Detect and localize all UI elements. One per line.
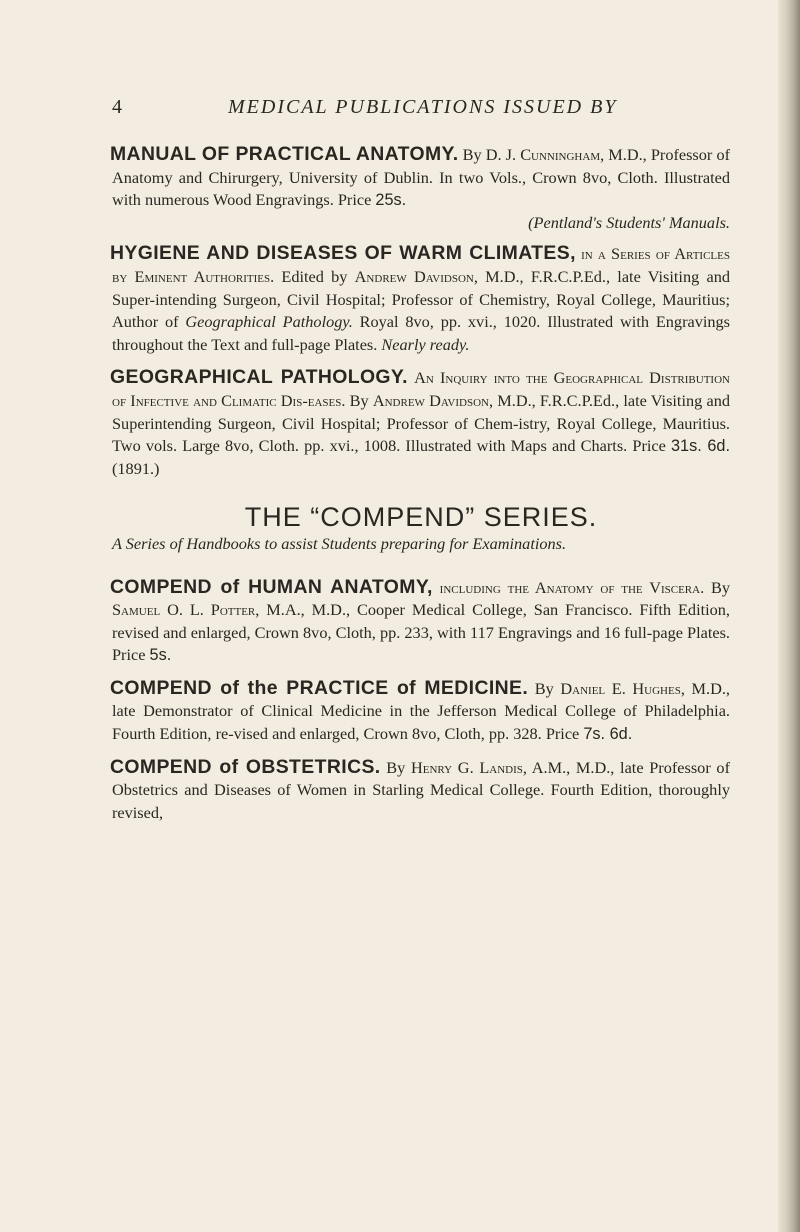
- series-title: THE “COMPEND” SERIES.: [244, 502, 598, 533]
- referenced-title: Geographical Pathology.: [185, 312, 353, 332]
- entry-text: By: [380, 757, 412, 777]
- entry-text: M.A., M.D., Cooper Medical College, San Francisco. Fifth Edition, revised and enlarged, Crown 8vo, Cloth, pp. 233, with 117 Engravings and 16 full-page Plates. Price: [112, 600, 730, 665]
- series-note: (Pentland's Students' Manuals.: [528, 212, 730, 232]
- catalog-entry-hygiene-warm-climates: [112, 242, 730, 356]
- entry-text: (1891.): [112, 458, 160, 478]
- running-title: MEDICAL PUBLICATIONS ISSUED BY: [228, 96, 618, 118]
- entry-heading: HYGIENE AND DISEASES OF WARM CLIMATES,: [110, 242, 576, 265]
- series-subtitle: A Series of Handbooks to assist Students preparing for Examinations.: [112, 533, 567, 553]
- entry-heading: GEOGRAPHICAL PATHOLOGY.: [110, 366, 408, 389]
- author-name: Henry G. Landis,: [411, 757, 527, 777]
- entry-subtitle: An Inquiry into the Geographical Distribution of Infective and Climatic Dis-eases.: [112, 368, 730, 410]
- entry-text: M.D., F.R.C.P.Ed., late Visiting and Superintending Surgeon, Civil Hospital; Professor of Chem-istry, Royal College, Mauritius. Two vols. Large 8vo, Cloth. pp. xvi., 1008. Illustrated with Maps and Charts. Price: [112, 390, 730, 456]
- availability-note: Nearly ready.: [381, 334, 470, 354]
- page-content: [112, 143, 730, 834]
- entry-heading: COMPEND of OBSTETRICS.: [110, 755, 381, 778]
- entry-price: 7s. 6d.: [583, 725, 633, 744]
- entry-heading: COMPEND of the PRACTICE of MEDICINE.: [110, 676, 529, 699]
- entry-text: By D. J.: [462, 145, 521, 164]
- entry-text: By: [345, 390, 373, 410]
- entry-price: 31s. 6d.: [670, 437, 730, 456]
- author-name: Samuel O. L. Potter,: [112, 600, 260, 620]
- catalog-entry-manual-of-practical-anatomy: [112, 143, 730, 212]
- entry-price: 25s.: [375, 191, 407, 210]
- entry-subtitle: including the Anatomy of the Viscera.: [439, 577, 705, 597]
- entry-text: By: [704, 577, 730, 597]
- author-name: Cunningham,: [520, 145, 605, 164]
- entry-text: Royal 8vo, pp. xvi., 1020. Illustrated with Engravings throughout the Text and full-page Plates.: [112, 312, 731, 354]
- compend-entry-practice-of-medicine: [112, 677, 730, 746]
- entry-text: A.M., M.D., late Professor of Obstetrics and Diseases of Women in Starling Medical College. Fourth Edition, thoroughly revised,: [112, 757, 730, 822]
- entry-text: By: [528, 678, 561, 698]
- author-name: Daniel E. Hughes,: [560, 678, 685, 698]
- entry-subtitle: in a Series of Articles by Eminent Authorities.: [112, 244, 730, 286]
- page-edge-shadow: [778, 0, 800, 1232]
- author-name: Andrew Davidson,: [372, 390, 494, 410]
- page-number: 4: [112, 96, 123, 118]
- entry-text: M.D., late Demonstrator of Clinical Medicine in the Jefferson Medical College of Philadelphia. Fourth Edition, re-vised and enlarged, Crown 8vo, Cloth, pp. 328. Price: [112, 678, 730, 744]
- entry-text: M.D., F.R.C.P.Ed., late Visiting and Super-intending Surgeon, Civil Hospital; Professor of Chemistry, Royal College, Mauritius; Author of: [112, 266, 730, 332]
- author-name: Andrew Davidson,: [354, 266, 478, 286]
- compend-entry-obstetrics: [112, 756, 730, 825]
- entry-text: M.D., Professor of Anatomy and Chirurgery, University of Dublin. In two Vols., Crown 8vo, Cloth. Illustrated with numerous Wood Engravings. Price: [112, 145, 731, 210]
- entry-heading: COMPEND of HUMAN ANATOMY,: [110, 575, 433, 598]
- entry-heading: MANUAL OF PRACTICAL ANATOMY.: [110, 143, 459, 165]
- catalog-entry-geographical-pathology: [112, 366, 730, 480]
- compend-entry-human-anatomy: [112, 576, 730, 667]
- entry-text: Edited by: [274, 266, 355, 286]
- entry-price: 5s.: [149, 646, 172, 665]
